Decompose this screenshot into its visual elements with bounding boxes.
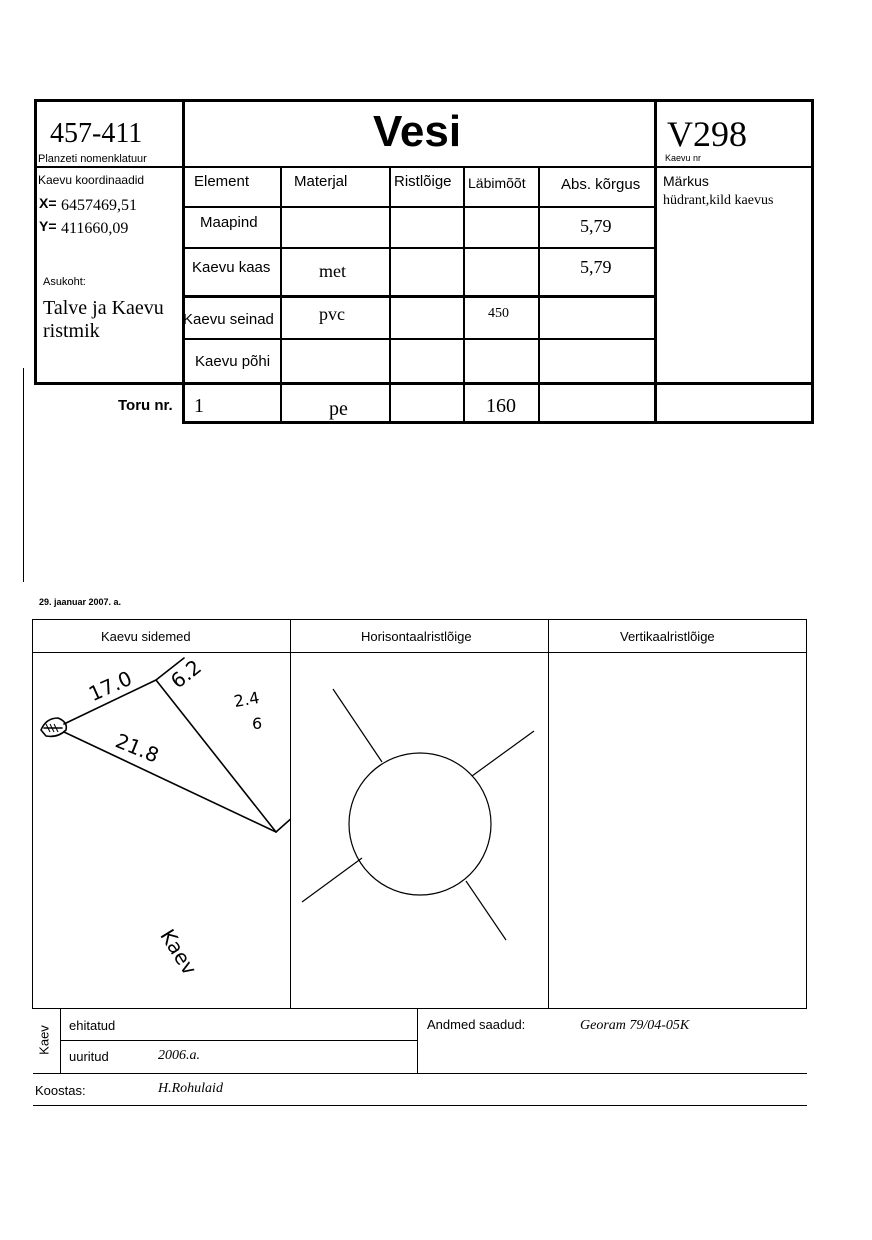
col-header-section: Ristlõige — [394, 173, 452, 190]
well-caption: Kaevu nr — [665, 153, 702, 163]
footer-side-label: Kaev — [36, 1025, 52, 1055]
row-element: Kaevu kaas — [192, 259, 271, 276]
panel-title-horizontal: Horisontaalristlõige — [361, 629, 472, 644]
page-title: Vesi — [373, 107, 462, 156]
sheet-caption: Planzeti nomenklatuur — [38, 153, 147, 165]
pipe-label: Toru nr. — [118, 397, 173, 414]
source-value: Georam 79/04-05K — [580, 1018, 690, 1033]
location-label: Asukoht: — [43, 276, 86, 288]
col-header-element: Element — [194, 173, 250, 190]
remark-label: Märkus — [663, 173, 709, 189]
handwritten-dist3: 21.8 — [112, 728, 163, 768]
handwritten-dist1: 17.0 — [85, 665, 136, 707]
sheet-number: 457-411 — [50, 118, 143, 149]
author-label: Koostas: — [35, 1083, 86, 1098]
row-material: met — [319, 261, 346, 281]
col-header-material: Materjal — [294, 173, 348, 190]
handwritten-dist4: 2.4 — [232, 687, 261, 712]
remark-value: hüdrant,kild kaevus — [663, 193, 774, 208]
surveyed-value: 2006.a. — [158, 1048, 200, 1063]
pipe-number: 1 — [194, 395, 204, 417]
coords-label: Kaevu koordinaadid — [38, 173, 145, 187]
scan-margin-line — [23, 368, 24, 582]
row-element: Kaevu seinad — [183, 311, 274, 328]
row-height: 5,79 — [580, 216, 612, 236]
document-date: 29. jaanuar 2007. a. — [39, 597, 122, 607]
location-line1: Talve ja Kaevu — [43, 297, 164, 319]
surveyed-label: uuritud — [69, 1049, 109, 1064]
handwritten-dist2: 6.2 — [165, 654, 206, 694]
horizontal-section-diagram — [290, 652, 548, 1008]
y-label: Y= — [39, 218, 57, 234]
panel-title-vertical: Vertikaalristlõige — [620, 629, 715, 644]
location-line2: ristmik — [43, 320, 100, 342]
y-value: 411660,09 — [61, 220, 129, 237]
pipe-diameter: 160 — [486, 395, 516, 417]
col-header-height: Abs. kõrgus — [561, 176, 641, 193]
panel-title-ties: Kaevu sidemed — [101, 629, 191, 644]
pipe-material: pe — [329, 398, 348, 420]
handwritten-well-label: Kaev — [155, 924, 202, 980]
hatch-icon — [46, 724, 58, 732]
author-value: H.Rohulaid — [158, 1081, 223, 1096]
col-header-diameter: Läbimõõt — [468, 175, 526, 191]
x-label: X= — [39, 195, 57, 211]
row-element: Maapind — [200, 214, 258, 231]
x-value: 6457469,51 — [61, 197, 137, 214]
built-label: ehitatud — [69, 1018, 116, 1033]
row-material: pvc — [319, 304, 345, 324]
well-id: V298 — [667, 114, 747, 154]
handwritten-dist5: 6 — [252, 714, 263, 733]
row-diameter: 450 — [488, 306, 509, 321]
row-element: Kaevu põhi — [195, 353, 271, 370]
source-label: Andmed saadud: — [427, 1017, 526, 1032]
row-height: 5,79 — [580, 257, 612, 277]
